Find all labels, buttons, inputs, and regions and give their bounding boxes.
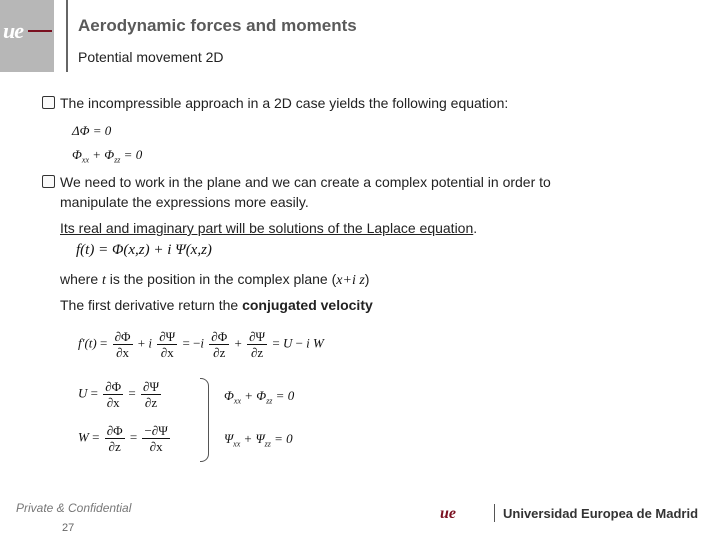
page-number: 27 [62, 522, 75, 534]
equation-u: U = $\frac{\partial\Phi}{\partial x}$ = $\frac{\partial\Psi}{\partial z}$ [78, 379, 160, 410]
bullet-text: We need to work in the plane and we can create a complex potential in order to [60, 174, 551, 190]
header-divider [66, 0, 68, 72]
where-text: where t is the position in the complex plane (x+i z) [60, 271, 370, 288]
checkbox-bullet-icon [42, 96, 55, 109]
equation-psi-laplace: $\Psi_{xx} + \Psi_{zz} = 0$ [224, 431, 293, 449]
equation-phi-laplace: $\Phi_{xx} + \Phi_{zz} = 0$ [224, 388, 295, 406]
equation-laplace-expanded: $\Phi_{xx} + \Phi_{zz} = 0$ [72, 147, 143, 165]
bullet-item [42, 173, 551, 192]
derivative-text: The first derivative return the conjugated velocity [60, 297, 373, 313]
equation-laplace: ΔΦ = 0 [72, 123, 112, 138]
slide-title: Aerodynamic forces and moments [78, 16, 357, 35]
equation-w: W = $\frac{\partial\Phi}{\partial z}$ = $\frac{-\partial\Psi}{\partial x}$ [78, 423, 168, 454]
bullet-item [42, 94, 508, 113]
bullet-continuation: manipulate the expressions more easily. [60, 194, 309, 210]
confidential-label: Private & Confidential [16, 501, 132, 515]
logo-block [0, 0, 54, 72]
logo-mark: ue [3, 18, 23, 43]
right-brace [200, 378, 209, 462]
logo-line [28, 30, 52, 32]
bullet-text: The incompressible approach in a 2D case yields the following equation: [60, 95, 509, 111]
footer-divider [494, 504, 495, 522]
equation-derivative: f′(t) = $\frac{\partial\Phi}{\partial x}$ + i $\frac{\partial\Psi}{\partial x}$ = −i $\frac{\partial\Phi}{\partial z}$ + $\frac{\partial\Psi}{\partial z}$ = U − i W [78, 329, 324, 360]
slide-subtitle: Potential movement 2D [78, 49, 224, 65]
checkbox-bullet-icon [42, 175, 55, 188]
equation-complex-potential: f(t) = Φ(x,z) + i Ψ(x,z) [76, 242, 212, 258]
laplace-note: Its real and imaginary part will be solutions of the Laplace equation. [60, 220, 478, 236]
university-logo: ue [440, 505, 456, 522]
university-name: Universidad Europea de Madrid [503, 506, 699, 521]
